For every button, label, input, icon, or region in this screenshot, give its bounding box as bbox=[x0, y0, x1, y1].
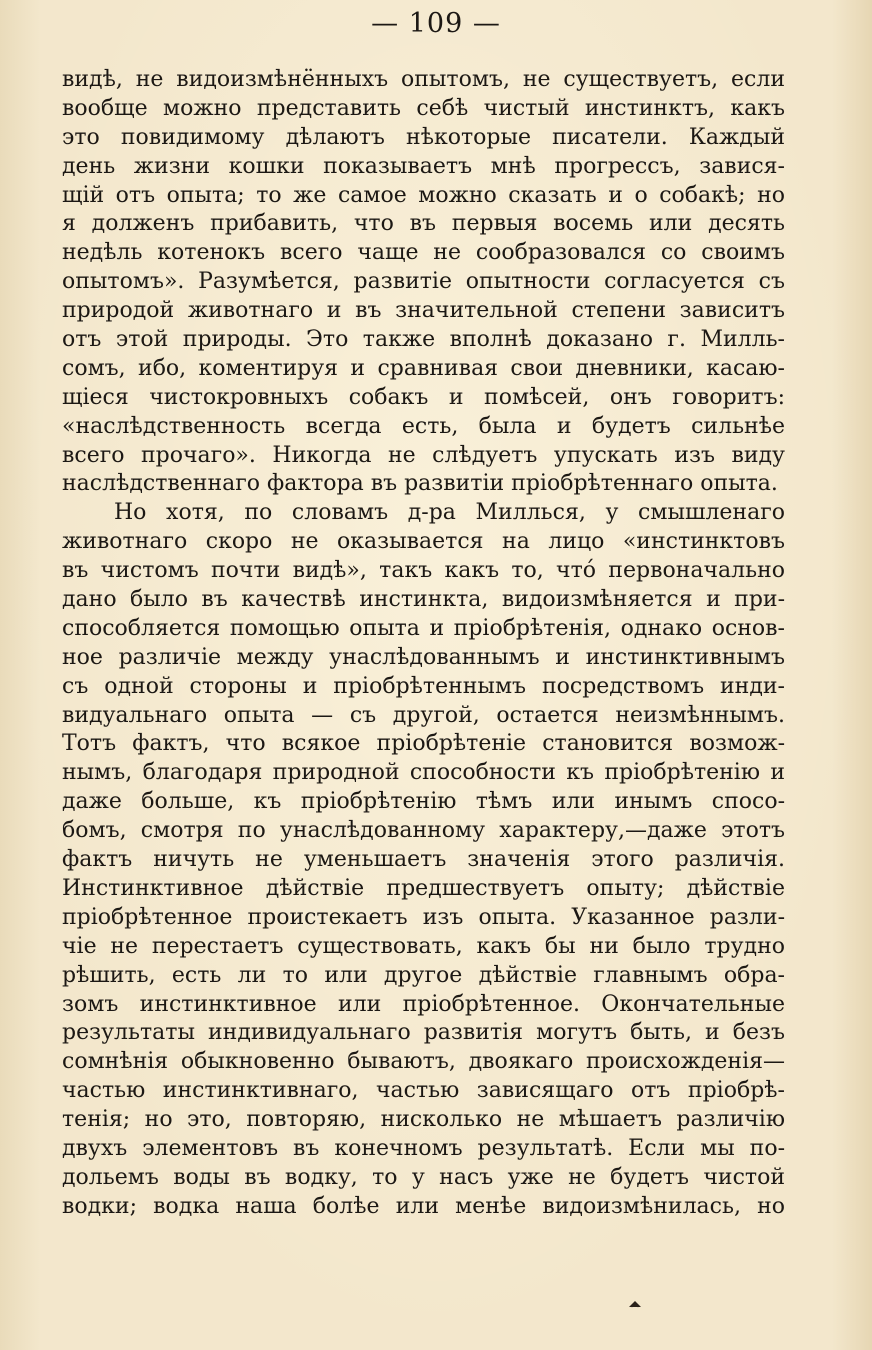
text-line: наслѣдственнаго фактора въ развитіи пріобрѣтеннаго опыта. bbox=[62, 471, 778, 497]
text-line: это повидимому дѣлаютъ нѣкоторые писатели. Каждый bbox=[62, 124, 785, 150]
paragraph bbox=[62, 499, 785, 1221]
page-number: — 109 — bbox=[371, 8, 501, 39]
text-line: даже больше, къ пріобрѣтенію тѣмъ или инымъ спосо- bbox=[62, 789, 785, 815]
text-line: природой животнаго и въ значительной степени зависитъ bbox=[62, 298, 785, 324]
text-line: чіе не перестаетъ существовать, какъ бы ни было трудно bbox=[62, 933, 785, 959]
text-line: рѣшить, есть ли то или другое дѣйствіе главнымъ обра- bbox=[62, 962, 785, 988]
text-line: отъ этой природы. Это также вполнѣ доказано г. Милль- bbox=[62, 327, 785, 353]
text-line: я долженъ прибавить, что въ первыя восемь или десять bbox=[62, 211, 785, 237]
text-line: двухъ элементовъ въ конечномъ результатѣ. Если мы по- bbox=[62, 1135, 785, 1161]
text-line: видѣ, не видоизмѣнённыхъ опытомъ, не существуетъ, если bbox=[62, 67, 785, 92]
text-line: пріобрѣтенное проистекаетъ изъ опыта. Указанное разли- bbox=[62, 904, 785, 930]
text-line: бомъ, смотря по унаслѣдованному характеру,—даже этотъ bbox=[62, 818, 785, 844]
text-line: фактъ ничуть не уменьшаетъ значенія этого различія. bbox=[62, 847, 785, 873]
text-line: способляется помощью опыта и пріобрѣтенія, однако основ- bbox=[62, 615, 785, 641]
text-line: съ одной стороны и пріобрѣтеннымъ посредствомъ инди- bbox=[62, 673, 785, 699]
text-line: Но хотя, по словамъ д-ра Миллься, у смышленаго bbox=[114, 500, 785, 526]
text-line: Тотъ фактъ, что всякое пріобрѣтеніе становится возмож- bbox=[62, 731, 785, 757]
text-line: всего прочаго». Никогда не слѣдуетъ упускать изъ виду bbox=[62, 442, 785, 468]
text-line: водки; водка наша болѣе или менѣе видоизмѣнилась, но bbox=[62, 1193, 785, 1219]
text-line: животнаго скоро не оказывается на лицо «инстинктовъ bbox=[62, 529, 785, 555]
text-line: дано было въ качествѣ инстинкта, видоизмѣняется и при- bbox=[62, 587, 785, 613]
text-line: ное различіе между унаслѣдованнымъ и инстинктивнымъ bbox=[62, 644, 785, 670]
text-line: частью инстинктивнаго, частью зависящаго отъ пріобрѣ- bbox=[62, 1078, 785, 1104]
printer-ornament-icon bbox=[628, 1300, 642, 1308]
body-text bbox=[62, 66, 785, 1222]
text-line: недѣль котенокъ всего чаще не сообразовался со своимъ bbox=[62, 240, 785, 266]
text-line: день жизни кошки показываетъ мнѣ прогрессъ, завися- bbox=[62, 153, 785, 179]
text-line: въ чистомъ почти видѣ», такъ какъ то, что́ первоначально bbox=[62, 558, 785, 584]
text-line: видуальнаго опыта — съ другой, остается неизмѣннымъ. bbox=[62, 702, 785, 728]
text-line: опытомъ». Разумѣется, развитіе опытности согласуется съ bbox=[62, 269, 785, 295]
text-line: сомнѣнія обыкновенно бываютъ, двоякаго происхожденія— bbox=[62, 1049, 785, 1075]
paragraph bbox=[62, 66, 785, 499]
text-line: щій отъ опыта; то же самое можно сказать и о собакѣ; но bbox=[62, 182, 785, 208]
text-line: щіеся чистокровныхъ собакъ и помѣсей, онъ говоритъ: bbox=[62, 384, 785, 410]
text-line: Инстинктивное дѣйствіе предшествуетъ опыту; дѣйствіе bbox=[62, 875, 785, 901]
text-line: результаты индивидуальнаго развитія могутъ быть, и безъ bbox=[62, 1020, 785, 1046]
text-line: вообще можно представить себѣ чистый инстинктъ, какъ bbox=[62, 95, 785, 121]
text-line: сомъ, ибо, коментируя и сравнивая свои дневники, касаю- bbox=[62, 355, 785, 381]
text-line: нымъ, благодаря природной способности къ пріобрѣтенію и bbox=[62, 760, 785, 786]
text-line: зомъ инстинктивное или пріобрѣтенное. Окончательные bbox=[62, 991, 785, 1017]
text-line: дольемъ воды въ водку, то у насъ уже не будетъ чистой bbox=[62, 1164, 785, 1190]
text-line: «наслѣдственность всегда есть, была и будетъ сильнѣе bbox=[62, 413, 785, 439]
text-line: тенія; но это, повторяю, нисколько не мѣшаетъ различію bbox=[62, 1107, 785, 1133]
